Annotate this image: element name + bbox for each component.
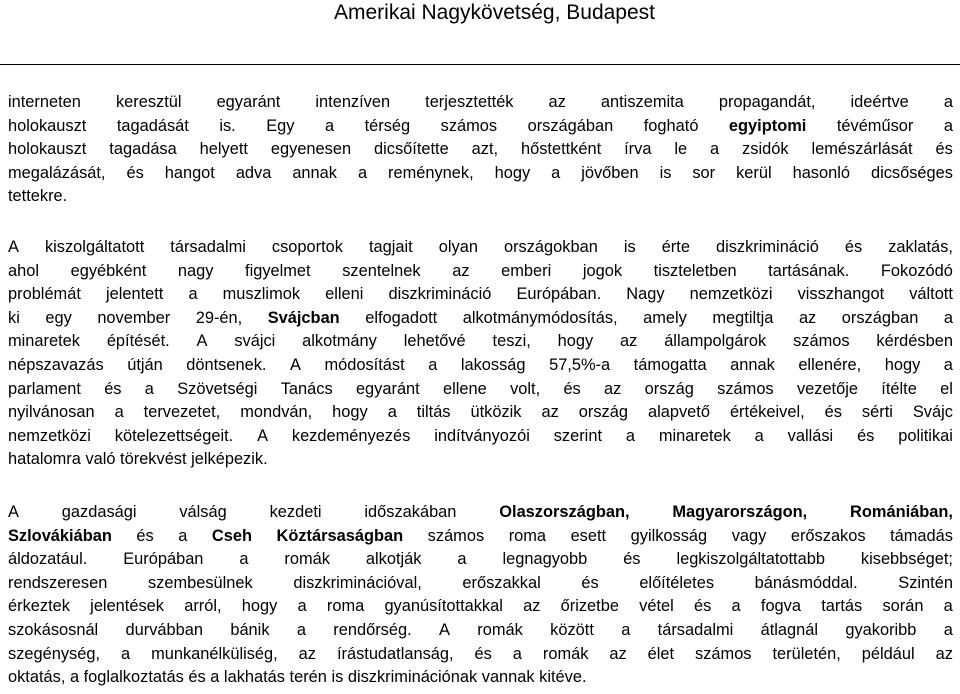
word: el [940, 379, 953, 398]
word: ütközik [470, 403, 522, 422]
word: és [104, 379, 122, 398]
text-line [8, 354, 953, 378]
word: érkeztek [8, 597, 70, 616]
word: ahol [8, 261, 39, 280]
word: szerint [553, 426, 602, 445]
word: ítélte [881, 379, 917, 398]
text-run: oktatás, a foglalkoztatás és a lakhatás terén is diszkriminációnak vannak kitéve. [8, 668, 587, 687]
word: az [523, 597, 541, 616]
word: is [623, 238, 636, 256]
word: a [188, 285, 198, 304]
word: alapvető [647, 403, 710, 422]
word: megtiltja [712, 308, 774, 327]
word: ideértve [850, 93, 909, 111]
word: és [136, 526, 154, 545]
word: támadás [890, 526, 953, 545]
word: értékeivel, [729, 403, 805, 422]
word: számos [440, 116, 498, 135]
word: amely [643, 308, 687, 327]
word: a [512, 644, 522, 663]
word: területén, [772, 644, 841, 663]
word: hogy [884, 355, 921, 374]
word: jelentések [90, 597, 164, 616]
word: és [581, 573, 599, 592]
word: legnagyobb [502, 550, 588, 569]
word: rendőrség. [333, 620, 412, 639]
word: Európában. [516, 285, 602, 304]
word: az [620, 332, 638, 351]
word: svájci [234, 332, 276, 351]
word: tagjait [368, 238, 413, 256]
text-line [8, 595, 953, 619]
word: az [548, 93, 566, 111]
word: A [196, 332, 208, 351]
word: és [126, 163, 144, 182]
word: válság [179, 503, 227, 521]
word: a [943, 308, 953, 327]
word: hogy [494, 163, 531, 182]
word: tagadása [109, 140, 177, 159]
word: a [297, 597, 307, 616]
word: áldozatául. [8, 550, 88, 569]
word: nemzetközi [689, 285, 773, 304]
word: Európában [123, 550, 204, 569]
word: vezetője [796, 379, 858, 398]
word: tartásának. [768, 261, 850, 280]
word: előítéletes [639, 573, 715, 592]
word: intenzíven [315, 93, 391, 111]
word: lemészárlását [811, 140, 913, 159]
word: társadalmi [170, 238, 246, 256]
word: indítványozói [434, 426, 530, 445]
text-line [8, 666, 953, 690]
word: a [178, 526, 188, 545]
word: kezdeményezés [291, 426, 411, 445]
word: számos [695, 644, 752, 663]
header-divider [0, 64, 960, 65]
word: szentelnek [342, 261, 421, 280]
word: hogy [332, 403, 368, 422]
word: bánásmóddal. [754, 573, 858, 592]
word: építését. [106, 332, 170, 351]
word: terjesztették [425, 93, 514, 111]
word: rendszeresen [8, 573, 108, 592]
word: szegénység, [8, 644, 101, 663]
word: roma [508, 526, 547, 545]
word: romák [284, 550, 330, 569]
word: diszkriminációval, [293, 573, 422, 592]
word: érte [661, 238, 690, 256]
word: őrizetbe [560, 597, 619, 616]
word: lakosság [460, 355, 526, 374]
text-line [8, 525, 953, 549]
text-line [8, 401, 953, 425]
word: romák [477, 620, 523, 639]
word: durvábban [125, 620, 203, 639]
word: is [659, 163, 672, 182]
word: tévéműsor [836, 116, 914, 135]
word: muszlimok [222, 285, 301, 304]
word: diszkrimináció [388, 285, 492, 304]
word: támogatta [633, 355, 707, 374]
word: a [114, 403, 124, 422]
word: holokauszt [8, 116, 87, 135]
word: nagy [177, 261, 214, 280]
text-line [8, 138, 953, 162]
word: és [857, 426, 875, 445]
text-line [8, 236, 953, 260]
word: propagandát, [718, 93, 816, 111]
word: olyan [438, 238, 478, 256]
word: 29-én, [195, 308, 243, 327]
word: az [452, 261, 470, 280]
word: adva [235, 163, 272, 182]
word: sor [692, 163, 716, 182]
word: alkotják [365, 550, 422, 569]
word: az [298, 644, 316, 663]
word: és [824, 403, 842, 422]
word: erőszakkal [462, 573, 541, 592]
word: térség [364, 116, 411, 135]
word: számos [717, 379, 774, 398]
word: lehetővé [403, 332, 466, 351]
word: jelentett [105, 285, 164, 304]
bold-word: Romániában, [850, 503, 953, 521]
word: az [541, 403, 559, 422]
word: országában [527, 116, 614, 135]
word: a [387, 403, 397, 422]
word: és [935, 140, 953, 159]
word: Szövetségi [177, 379, 258, 398]
word: módosítást [324, 355, 405, 374]
word: annak [292, 163, 337, 182]
word: teszi, [492, 332, 531, 351]
word: minaretek [658, 426, 731, 445]
word: parlament [8, 379, 81, 398]
word: A [290, 355, 301, 374]
bold-word: Köztársaságban [276, 526, 404, 545]
word: roma [326, 597, 365, 616]
word: elfogadott [365, 308, 438, 327]
word: november [97, 308, 171, 327]
word: népszavazás [8, 355, 104, 374]
word: között [550, 620, 594, 639]
word: diszkrimináció [715, 238, 819, 256]
word: azt, [471, 140, 499, 159]
word: az [604, 379, 622, 398]
word: gazdasági [61, 503, 137, 521]
bold-word: Svájcban [267, 308, 340, 327]
word: szokásosnál [8, 620, 99, 639]
word: kisebbséget; [860, 550, 953, 569]
word: a [120, 644, 131, 663]
word: gyakoribb [845, 620, 917, 639]
word: visszhangot [797, 285, 885, 304]
word: elleni [325, 285, 364, 304]
word: tagadását [116, 116, 189, 135]
bold-word: Olaszországban, [499, 503, 630, 521]
word: tiszteletben [653, 261, 737, 280]
word: egy [45, 308, 72, 327]
word: volt, [510, 379, 541, 398]
word: is. [219, 116, 236, 135]
word: alkotmány [302, 332, 377, 351]
word: Fokozódó [880, 261, 953, 280]
word: A [257, 426, 269, 445]
word: dicsőítette [374, 140, 449, 159]
word: átlagnál [760, 620, 819, 639]
word: romák [542, 644, 589, 663]
word: hogy [557, 332, 594, 351]
page-header-title: Amerikai Nagykövetség, Budapest [334, 1, 655, 24]
text-line [8, 448, 953, 472]
word: a [943, 116, 953, 135]
word: társadalmi [657, 620, 734, 639]
word: a [428, 355, 438, 374]
text-line [8, 378, 953, 402]
word: a [625, 426, 635, 445]
word: tartás [821, 597, 863, 616]
word: interneten [8, 93, 81, 111]
word: A [8, 503, 19, 521]
paragraph [8, 91, 953, 209]
word: Nagy [626, 285, 665, 304]
word: az [798, 308, 817, 327]
word: és [474, 644, 492, 663]
word: a [754, 426, 764, 445]
word: annak [730, 355, 775, 374]
word: vallási [787, 426, 834, 445]
word: és [844, 238, 863, 256]
word: mondván, [240, 403, 313, 422]
word: a [357, 163, 368, 182]
word: ország [644, 379, 694, 398]
text-line [8, 425, 953, 449]
word: ki [8, 308, 20, 327]
word: a [943, 355, 953, 374]
word: Szintén [898, 573, 953, 592]
word: minaretek [8, 332, 80, 351]
word: fogva [760, 597, 801, 616]
word: Egy [266, 116, 295, 135]
bold-word: Magyarországon, [672, 503, 808, 521]
word: emberi [501, 261, 552, 280]
text-line [8, 260, 953, 284]
word: nyilvánosan [8, 403, 95, 422]
word: alkotmánymódosítás, [462, 308, 618, 327]
word: például [861, 644, 915, 663]
word: le [674, 140, 688, 159]
word: a [943, 597, 953, 616]
word: a [731, 597, 741, 616]
word: kiszolgáltatott [44, 238, 145, 256]
word: antiszemita [600, 93, 684, 111]
word: egyaránt [355, 379, 420, 398]
word: ellene [443, 379, 487, 398]
word: írva [624, 140, 652, 159]
word: gyanúsítottakkal [384, 597, 503, 616]
word: figyelmet [245, 261, 311, 280]
word: a [296, 620, 306, 639]
text-line [8, 619, 953, 643]
word: zsidók [742, 140, 789, 159]
text-run: tettekre. [8, 187, 68, 206]
word: problémát [8, 285, 81, 304]
word: a [943, 620, 953, 639]
word: egyébként [70, 261, 147, 280]
word: váltott [909, 285, 953, 304]
word: legkiszolgáltatottabb [676, 550, 825, 569]
word: hőstettként [521, 140, 602, 159]
word: erőszakos [790, 526, 866, 545]
word: tiltás [416, 403, 451, 422]
bold-word: egyiptomi [728, 116, 807, 135]
word: reménynek, [388, 163, 474, 182]
text-line [8, 643, 953, 667]
word: jogok [582, 261, 623, 280]
text-line [8, 283, 953, 307]
word: fogható [643, 116, 699, 135]
word: megalázását, [8, 163, 106, 182]
bold-word: Cseh [211, 526, 252, 545]
word: döntsenek. [186, 355, 267, 374]
word: A [439, 620, 450, 639]
text-line [8, 330, 953, 354]
text-line [8, 115, 953, 139]
word: kezdeti [269, 503, 322, 521]
word: a [710, 140, 720, 159]
word: ország [578, 403, 628, 422]
word: munkanélküliség, [151, 644, 278, 663]
word: bánik [230, 620, 270, 639]
word: írástudatlanság, [336, 644, 454, 663]
word: vagy [731, 526, 767, 545]
word: állampolgárok [664, 332, 767, 351]
word: sérti [861, 403, 893, 422]
word: az [935, 644, 953, 663]
text-line [8, 185, 953, 209]
word: dicsőséges [870, 163, 953, 182]
word: és [563, 379, 581, 398]
word: holokauszt [8, 140, 87, 159]
word: kérdésben [876, 332, 953, 351]
word: országokban [503, 238, 598, 256]
word: hasonló [792, 163, 850, 182]
word: Svájc [912, 403, 953, 422]
word: a [239, 550, 249, 569]
text-line [8, 501, 953, 525]
word: élet [647, 644, 675, 663]
word: Tanács [280, 379, 333, 398]
word: kötelezettségeit. [114, 426, 234, 445]
word: egyenesen [270, 140, 352, 159]
text-line [8, 91, 953, 115]
word: útján [127, 355, 163, 374]
word: a [144, 379, 154, 398]
word: ellenére, [798, 355, 862, 374]
text-run: hatalomra való törekvést jelképezik. [8, 450, 268, 469]
word: tervezetet, [143, 403, 221, 422]
word: számos [793, 332, 850, 351]
word: és [694, 597, 712, 616]
word: csoportok [271, 238, 343, 256]
text-line [8, 572, 953, 596]
word: a [621, 620, 631, 639]
word: politikai [898, 426, 953, 445]
word: zaklatás, [888, 238, 953, 256]
word: keresztül [115, 93, 182, 111]
word: A [8, 238, 19, 256]
text-line [8, 307, 953, 331]
word: a [943, 93, 953, 111]
word: időszakában [364, 503, 457, 521]
word: hogy [241, 597, 278, 616]
word: 57,5%-a [549, 355, 611, 374]
bold-word: Szlovákiában [8, 526, 112, 545]
word: esett [570, 526, 607, 545]
word: vétel [639, 597, 674, 616]
word: a [457, 550, 467, 569]
word: és [623, 550, 641, 569]
word: nemzetközi [8, 426, 91, 445]
word: hangot [164, 163, 215, 182]
word: számos [427, 526, 485, 545]
word: a [324, 116, 335, 135]
word: gyilkosság [630, 526, 708, 545]
text-line [8, 548, 953, 572]
word: a [551, 163, 561, 182]
word: arról, [184, 597, 222, 616]
word: szembesülnek [147, 573, 253, 592]
word: egyaránt [216, 93, 281, 111]
text-line [8, 162, 953, 186]
paragraph [8, 501, 953, 690]
word: az [609, 644, 627, 663]
word: helyett [199, 140, 248, 159]
word: kerül [736, 163, 772, 182]
word: országban [841, 308, 919, 327]
word: jövőben [581, 163, 639, 182]
word: során [882, 597, 924, 616]
paragraph [8, 236, 953, 472]
